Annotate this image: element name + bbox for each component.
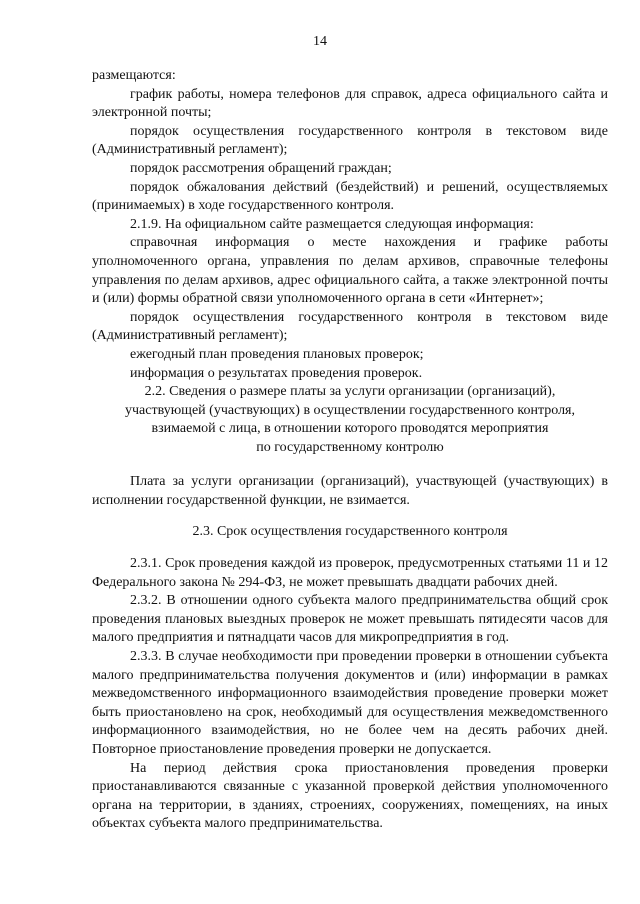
intro-paragraph: график работы, номера телефонов для справок, адреса официального сайта и электронной почты; — [92, 86, 608, 121]
section-2-3-paragraph: 2.3.2. В отношении одного субъекта малого предпринимательства общий срок проведения плановых выездных проверок не может превышать пятидесяти часов для малого предприятия и пятнадцати часов для микропредприятия в год. — [92, 593, 608, 646]
intro-paragraph: порядок рассмотрения обращений граждан; — [130, 160, 392, 176]
heading-line: взимаемой с лица, в отношении которого проводятся мероприятия — [151, 421, 549, 437]
intro-paragraph: порядок осуществления государственного контроля в текстовом виде (Административный регламент); — [92, 309, 608, 344]
intro-paragraph: информация о результатах проведения проверок. — [130, 365, 423, 381]
intro-paragraph: 2.1.9. На официальном сайте размещается следующая информация: — [130, 216, 534, 232]
section-2-2-body — [92, 473, 608, 510]
intro-block — [92, 67, 608, 383]
section-2-2-text: Плата за услуги организации (организаций), участвующей (участвующих) в исполнении государственной функции, не взимается. — [92, 474, 608, 508]
section-2-3-heading: 2.3. Срок осуществления государственного контроля — [192, 524, 508, 539]
intro-paragraph: порядок осуществления государственного контроля в текстовом виде (Административный регламент); — [92, 123, 608, 158]
section-2-3-body — [92, 555, 608, 834]
intro-paragraph: порядок обжалования действий (бездействий) и решений, осуществляемых (принимаемых) в ходе государственного контроля. — [92, 179, 608, 214]
intro-paragraph: ежегодный план проведения плановых проверок; — [130, 346, 424, 362]
intro-paragraph: справочная информация о месте нахождения и графике работы уполномоченного органа, управления по делам архивов, справочные телефоны управления по делам архивов, адрес официального сайта, а также электронной почты и (или) формы обратной связи уполномоченного органа в сети «Интернет»; — [92, 235, 608, 307]
section-2-3-heading-block — [92, 523, 608, 542]
page-number: 14 — [313, 34, 327, 49]
section-2-3-paragraph: 2.3.3. В случае необходимости при проведении проверки в отношении субъекта малого предпринимательства получения документов и (или) информации в рамках межведомственного информационного взаимодействия проведение проверки может быть приостановлено на срок, необходимый для осуществления межведомственного информационного взаимодействия, но не более чем на десять рабочих дней. Повторное приостановление проведения проверки не допускается. — [92, 648, 608, 757]
section-2-3-paragraph: 2.3.1. Срок проведения каждой из проверок, предусмотренных статьями 11 и 12 Федерального закона № 294-ФЗ, не может превышать двадцати рабочих дней. — [92, 556, 608, 590]
heading-line: по государственному контролю — [256, 439, 444, 455]
heading-line: 2.2. Сведения о размере платы за услуги организации (организаций), — [144, 384, 556, 399]
section-2-2-heading — [92, 383, 608, 457]
section-2-3-paragraph: На период действия срока приостановления проведения проверки приостанавливаются связанные с указанной проверкой действия уполномоченного органа на территории, в зданиях, строениях, сооружениях, помещениях, на иных объектах субъекта малого предпринимательства. — [92, 760, 608, 832]
intro-paragraph: размещаются: — [92, 68, 176, 83]
heading-line: участвующей (участвующих) в осуществлении государственного контроля, — [125, 402, 575, 418]
